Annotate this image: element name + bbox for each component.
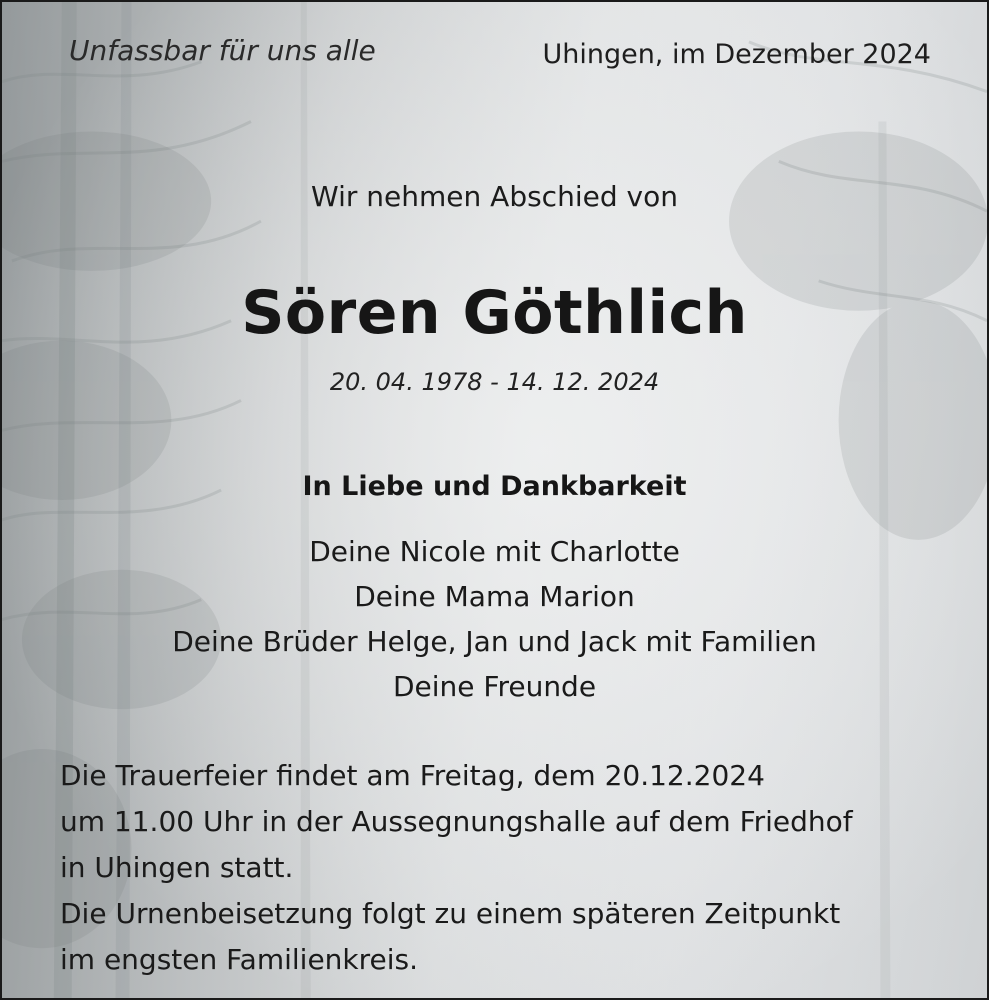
mourner-item: Deine Freunde (392, 670, 597, 703)
ceremony-line: um 11.00 Uhr in der Aussegnungshalle auf dem Friedhof (60, 805, 853, 838)
mourner-item: Deine Mama Marion (354, 580, 635, 613)
ceremony-line: im engsten Familienkreis. (60, 943, 419, 976)
place-date-text: Uhingen, im Dezember 2024 (542, 39, 931, 70)
deceased-name: Sören Göthlich (241, 278, 748, 348)
ceremony-line: Die Trauerfeier findet am Freitag, dem 20.12.2024 (60, 759, 765, 792)
subtitle-text: Unfassbar für uns alle (69, 34, 376, 67)
notice-content (2, 2, 987, 998)
closing-heading: In Liebe und Dankbarkeit (302, 471, 687, 502)
mourners-list (2, 529, 987, 709)
ceremony-line: Die Urnenbeisetzung folgt zu einem späteren Zeitpunkt (60, 897, 841, 930)
ceremony-line: in Uhingen statt. (60, 851, 294, 884)
intro-text: Wir nehmen Abschied von (311, 180, 678, 213)
mourner-item: Deine Brüder Helge, Jan und Jack mit Familien (172, 625, 817, 658)
ceremony-details (60, 753, 960, 983)
mourner-item: Deine Nicole mit Charlotte (309, 535, 680, 568)
life-dates: 20. 04. 1978 - 14. 12. 2024 (329, 368, 660, 396)
